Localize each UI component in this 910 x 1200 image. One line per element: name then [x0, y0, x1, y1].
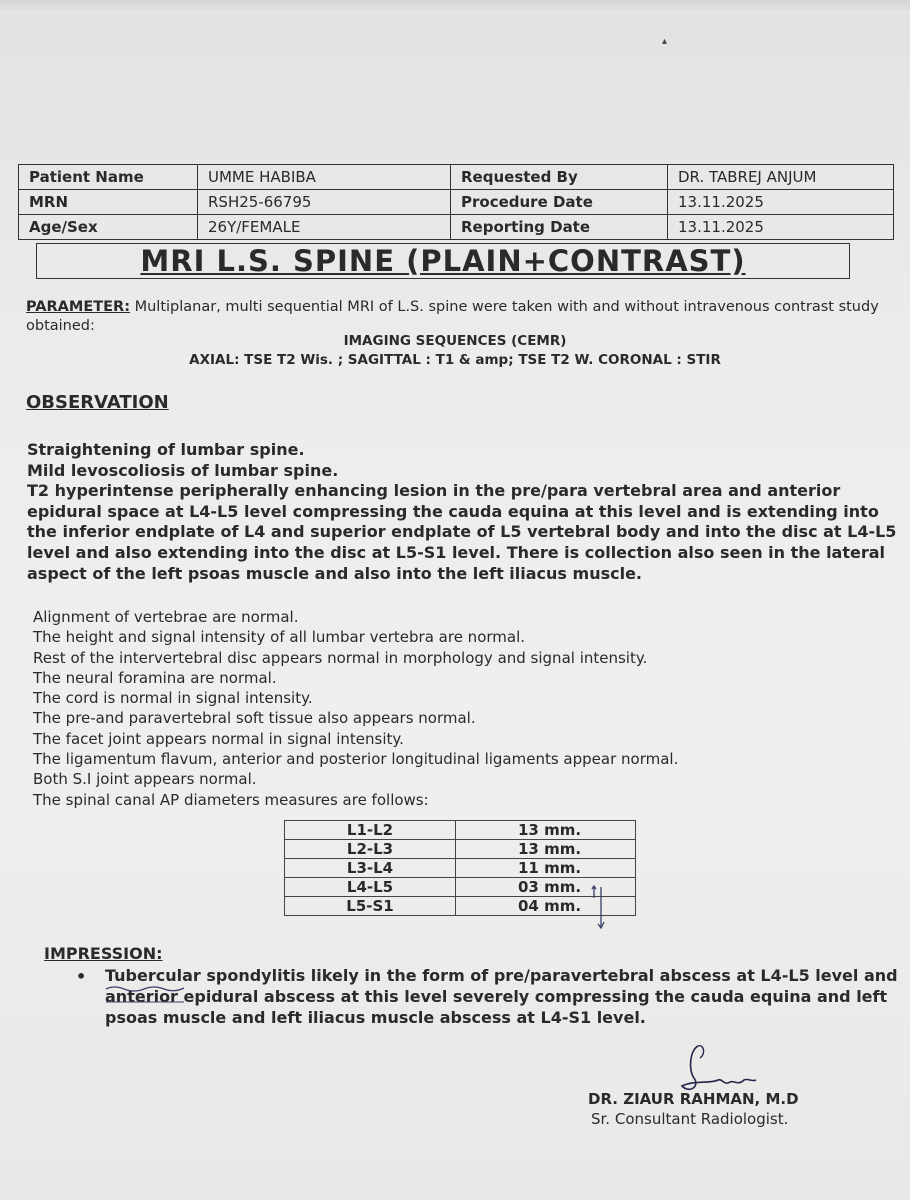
reporting-date-label: Reporting Date	[451, 215, 668, 240]
patient-name-label: Patient Name	[19, 165, 198, 190]
canal-diameter-table	[284, 820, 636, 916]
diameter-cell: 11 mm.	[456, 859, 636, 878]
diameter-cell: 04 mm.	[456, 897, 636, 916]
diameter-cell: 03 mm.	[456, 878, 636, 897]
procedure-date-value: 13.11.2025	[668, 190, 894, 215]
table-row	[285, 821, 636, 840]
radiologist-title: Sr. Consultant Radiologist.	[591, 1110, 789, 1128]
requested-by-label: Requested By	[451, 165, 668, 190]
table-row	[285, 840, 636, 859]
normal-line: The facet joint appears normal in signal intensity.	[33, 729, 404, 748]
table-row	[19, 215, 894, 240]
parameter-label: PARAMETER:	[26, 299, 130, 315]
table-row	[285, 878, 636, 897]
finding-line: Straightening of lumbar spine.	[27, 440, 305, 459]
impression-heading-text: IMPRESSION	[44, 944, 157, 963]
mrn-value: RSH25-66795	[198, 190, 451, 215]
impression-heading	[44, 944, 163, 963]
reporting-date-value: 13.11.2025	[668, 215, 894, 240]
normal-line: The cord is normal in signal intensity.	[33, 689, 313, 708]
observation-heading: OBSERVATION	[26, 392, 169, 413]
normal-line: Alignment of vertebrae are normal.	[33, 608, 299, 626]
parameter-text: Multiplanar, multi sequential MRI of L.S. spine were taken with and without intravenous contrast study obtained:	[26, 299, 879, 334]
ink-dot: ▴	[662, 36, 668, 47]
level-cell: L1-L2	[285, 821, 456, 840]
level-cell: L5-S1	[285, 897, 456, 916]
observation-findings	[27, 440, 902, 584]
normal-line: The height and signal intensity of all lumbar vertebra are normal.	[33, 628, 526, 647]
procedure-date-label: Procedure Date	[451, 190, 668, 215]
report-title: MRI L.S. SPINE (PLAIN+CONTRAST)	[140, 244, 746, 278]
age-sex-value: 26Y/FEMALE	[198, 215, 451, 240]
requested-by-value: DR. TABREJ ANJUM	[668, 165, 894, 190]
radiologist-name: DR. ZIAUR RAHMAN, M.D	[588, 1090, 799, 1108]
mrn-label: MRN	[19, 190, 198, 215]
finding-line: Mild levoscoliosis of lumbar spine.	[27, 460, 339, 480]
pen-underline-mark	[104, 983, 186, 1005]
imaging-sequences-line: AXIAL: TSE T2 Wis. ; SAGITTAL : T1 & amp; TSE T2 W. CORONAL : STIR	[189, 352, 721, 368]
report-title-box	[36, 243, 850, 279]
normal-line: The neural foramina are normal.	[33, 668, 277, 687]
impression-colon: :	[156, 944, 163, 963]
normal-findings	[33, 607, 893, 810]
normal-line: Rest of the intervertebral disc appears normal in morphology and signal intensity.	[33, 648, 648, 667]
table-row	[19, 165, 894, 190]
normal-line: The pre-and paravertebral soft tissue also appears normal.	[33, 709, 476, 728]
diameter-cell: 13 mm.	[456, 821, 636, 840]
page-top-edge	[0, 0, 910, 14]
normal-line: Both S.I joint appears normal.	[33, 770, 257, 789]
imaging-sequences-heading: IMAGING SEQUENCES (CEMR)	[343, 333, 567, 349]
table-row	[285, 859, 636, 878]
normal-line: The ligamentum flavum, anterior and posterior longitudinal ligaments appear normal.	[33, 750, 679, 769]
patient-info-table	[18, 164, 894, 240]
parameter-paragraph	[26, 298, 894, 336]
diameter-cell: 13 mm.	[456, 840, 636, 859]
level-cell: L2-L3	[285, 840, 456, 859]
pen-arrow-marks	[590, 884, 608, 930]
level-cell: L4-L5	[285, 878, 456, 897]
normal-line: The spinal canal AP diameters measures are follows:	[33, 790, 429, 809]
table-row	[285, 897, 636, 916]
table-row	[19, 190, 894, 215]
patient-name-value: UMME HABIBA	[198, 165, 451, 190]
age-sex-label: Age/Sex	[19, 215, 198, 240]
level-cell: L3-L4	[285, 859, 456, 878]
impression-text: Tubercular spondylitis likely in the form of pre/paravertebral abscess at L4-L5 level and anterior epidural abscess at this level severely compressing the cauda equina and left psoas muscle and left iliacus muscle abscess at L4-S1 level.	[105, 966, 898, 1027]
bullet-icon: •	[76, 967, 87, 986]
finding-line: T2 hyperintense peripherally enhancing lesion in the pre/para vertebral area and anterior epidural space at L4-L5 level compressing the cauda equina at this level and is extending into the inferior endplate of L4 and superior endplate of L5 vertebral body and into the disc at L4-L5 level and also extending into the disc at L5-S1 level. There is collection also seen in the lateral aspect of the left psoas muscle and also into the left iliacus muscle.	[27, 481, 897, 583]
